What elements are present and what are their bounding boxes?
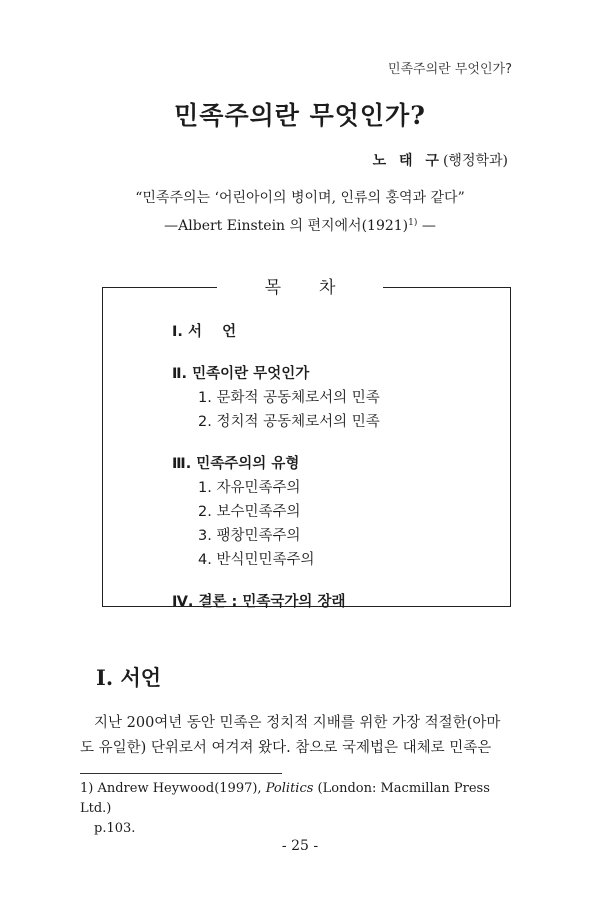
running-header: 민족주의란 무엇인가?	[387, 62, 512, 77]
page-title: 민족주의란 무엇인가?	[174, 101, 426, 130]
author-affiliation: (행정학과)	[442, 153, 508, 169]
footnote	[80, 779, 510, 839]
toc-item: 2. 정치적 공동체로서의 민족	[198, 414, 380, 430]
toc-item: 2. 보수민족주의	[198, 504, 301, 520]
body-line: 도 유일한) 단위로서 여겨져 왔다. 참으로 국제법은 대체로 민족은	[80, 740, 492, 756]
toc-section: Ⅲ. 민족주의의 유형	[172, 456, 300, 472]
epigraph-quote: “민족주의는 ‘어린아이의 병이며, 인류의 홍역과 같다”	[135, 190, 465, 206]
epigraph-source: —Albert Einstein 의 편지에서(1921)	[164, 218, 409, 234]
toc-item: 1. 자유민족주의	[198, 480, 301, 496]
footnote-divider	[80, 773, 282, 774]
epigraph-trailing-dash: —	[417, 218, 436, 234]
body-text	[80, 711, 505, 761]
toc-item: 3. 팽창민족주의	[198, 528, 301, 544]
table-of-contents	[172, 320, 380, 614]
footnote-line: 1) Andrew Heywood(1997), Politics (London: Macmillan Press Ltd.)	[80, 781, 490, 816]
toc-item: 1. 문화적 공동체로서의 민족	[198, 390, 380, 406]
epigraph	[0, 186, 600, 239]
epigraph-source-line	[0, 211, 600, 239]
body-line: 지난 200여년 동안 민족은 정치적 지배를 위한 가장 적절한(아마	[94, 715, 501, 731]
page-number: - 25 -	[281, 838, 319, 854]
footnote-book-title: Politics	[265, 781, 314, 796]
section-heading: Ⅰ. 서언	[96, 665, 162, 690]
toc-section: Ⅳ. 결론 : 민족국가의 장래	[172, 594, 346, 610]
footnote-line: p.103.	[94, 821, 136, 836]
toc-item: 4. 반식민민족주의	[198, 552, 315, 568]
toc-section: Ⅰ. 서 언	[172, 324, 237, 340]
toc-title: 목차	[0, 273, 600, 298]
footnote-reference[interactable]: 1)	[408, 218, 418, 228]
author-name: 노 태 구	[372, 153, 443, 169]
author-line	[373, 150, 508, 170]
toc-section: Ⅱ. 민족이란 무엇인가	[172, 366, 310, 382]
